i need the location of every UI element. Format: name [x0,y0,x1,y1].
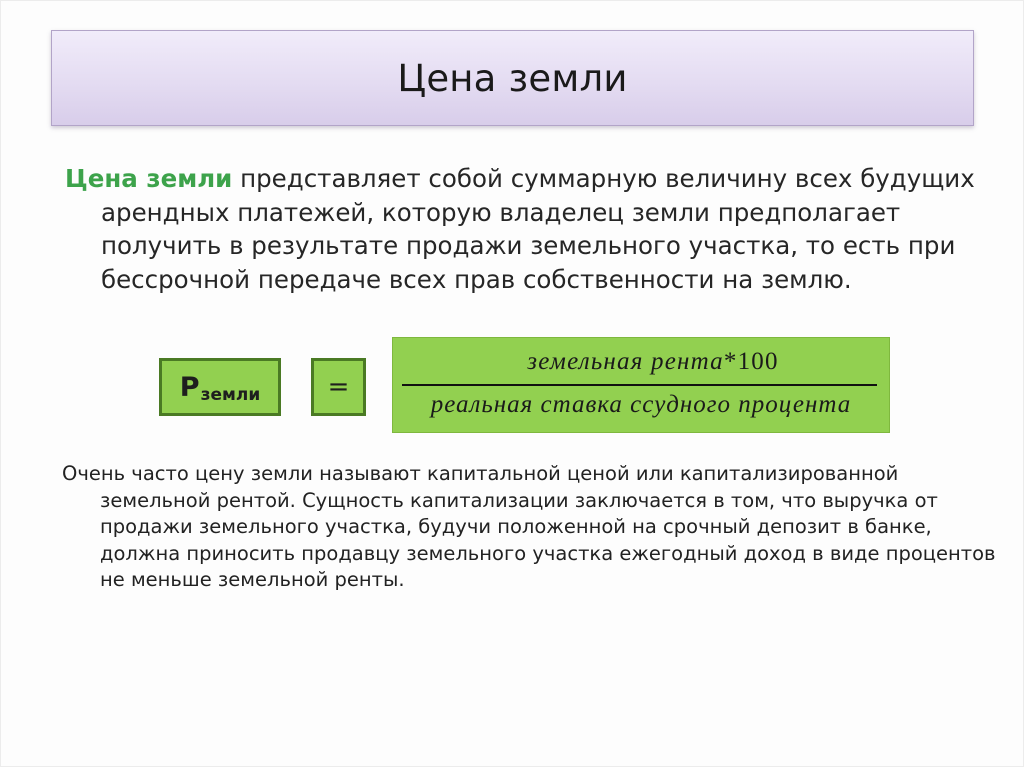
slide-title: Цена земли [397,56,628,100]
title-banner [51,30,974,126]
formula-numerator [393,348,889,376]
formula-equals-sign: = [327,372,350,402]
definition-term: Цена земли [65,164,233,193]
formula-numerator-text: земельная рента [527,348,724,375]
formula-price-symbol: P [179,371,200,403]
formula-numerator-multiplier: *100 [723,348,779,375]
definition-paragraph [65,162,981,296]
formula-fraction-bar [402,384,877,386]
formula-price-subscript: земли [200,385,261,405]
formula-denominator: реальная ставка ссудного процента [430,391,852,418]
formula-price-symbol-box [159,358,281,416]
formula-equals-box [311,358,366,416]
explanation-paragraph: Очень часто цену земли называют капитальной ценой или капитализированной земельной рентой. Сущность капитализации заключается в том, что выручка от продажи земельного участка, будучи положенной на срочный депозит в банке, должна приносить продавцу земельного участка ежегодный доход в виде процентов не меньше земельной ренты. [62,462,996,592]
definition-text: представляет собой суммарную величину всех будущих арендных платежей, которую владелец земли предполагает получить в результате продажи земельного участка, то есть при бессрочной передаче всех прав собственности на землю. [101,164,975,294]
formula-fraction-box [392,337,890,433]
